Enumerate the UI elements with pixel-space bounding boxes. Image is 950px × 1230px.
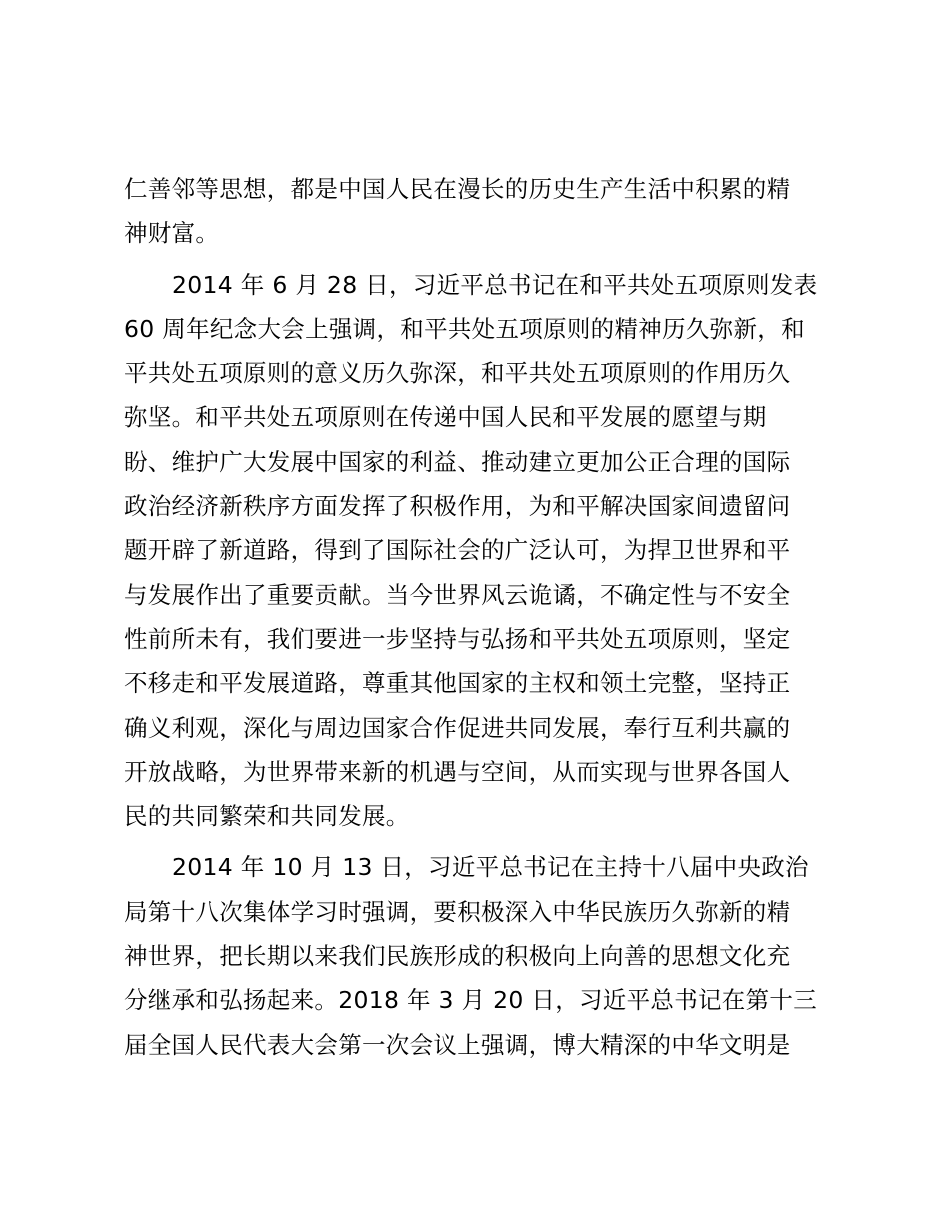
text-line: 神世界，把长期以来我们民族形成的积极向上向善的思想文化充 [124, 942, 791, 971]
text-line: 与发展作出了重要贡献。当今世界风云诡谲，不确定性与不安全 [124, 580, 791, 609]
text-line: 神财富。 [124, 219, 220, 248]
body-text [124, 167, 838, 1067]
text-line: 平共处五项原则的意义历久弥深，和平共处五项原则的作用历久 [124, 359, 791, 388]
paragraph-2 [124, 263, 838, 839]
text-line: 确义利观，深化与周边国家合作促进共同发展，奉行互利共赢的 [124, 713, 791, 742]
text-line: 不移走和平发展道路，尊重其他国家的主权和领土完整，坚持正 [124, 669, 791, 698]
text-line: 题开辟了新道路，得到了国际社会的广泛认可，为捍卫世界和平 [124, 536, 791, 565]
paragraph-1 [124, 167, 838, 256]
text-line: 分继承和弘扬起来。2018 年 3 月 20 日，习近平总书记在第十三 [124, 986, 818, 1015]
text-line: 民的共同繁荣和共同发展。 [124, 802, 410, 831]
text-line: 性前所未有，我们要进一步坚持与弘扬和平共处五项原则，坚定 [124, 624, 791, 653]
text-line: 仁善邻等思想，都是中国人民在漫长的历史生产生活中积累的精 [124, 175, 791, 203]
paragraph-3 [124, 845, 838, 1066]
text-line: 盼、维护广大发展中国家的利益、推动建立更加公正合理的国际 [124, 447, 791, 476]
text-line: 60 周年纪念大会上强调，和平共处五项原则的精神历久弥新，和 [124, 314, 805, 343]
text-line: 2014 年 10 月 13 日，习近平总书记在主持十八届中央政治 [172, 853, 809, 882]
text-line: 届全国人民代表大会第一次会议上强调，博大精深的中华文明是 [124, 1030, 791, 1059]
text-line: 弥坚。和平共处五项原则在传递中国人民和平发展的愿望与期 [124, 403, 767, 432]
text-line: 政治经济新秩序方面发挥了积极作用，为和平解决国家间遗留问 [124, 492, 791, 521]
text-line: 2014 年 6 月 28 日，习近平总书记在和平共处五项原则发表 [172, 270, 818, 299]
text-line: 开放战略，为世界带来新的机遇与空间，从而实现与世界各国人 [124, 757, 791, 786]
text-line: 局第十八次集体学习时强调，要积极深入中华民族历久弥新的精 [124, 897, 791, 926]
